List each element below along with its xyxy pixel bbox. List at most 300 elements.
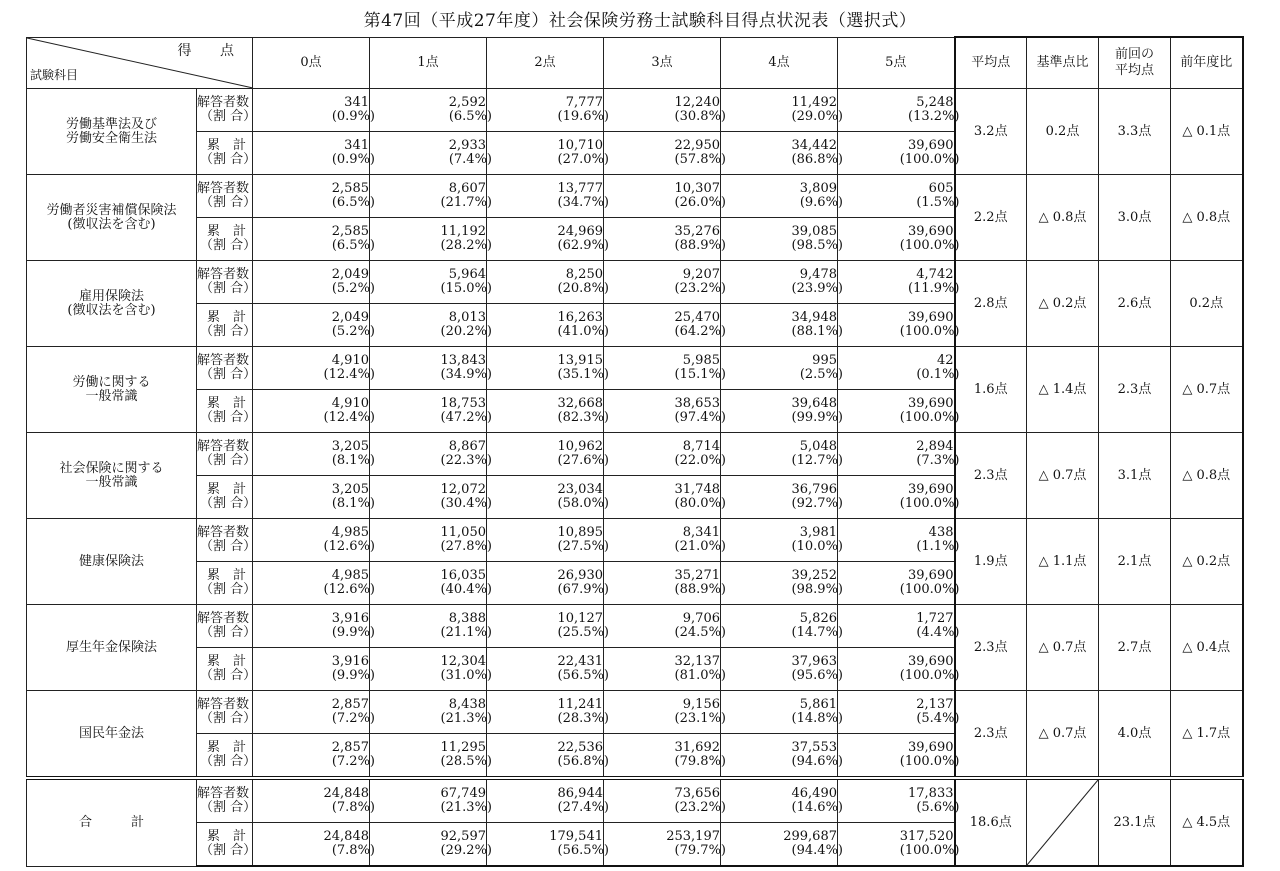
count-value: 34,948 bbox=[791, 310, 837, 325]
score-cell-0 bbox=[253, 390, 375, 433]
count-value: 32,137 bbox=[674, 654, 720, 669]
score-cell-2 bbox=[487, 347, 609, 390]
count-value: 12,240 bbox=[674, 95, 720, 110]
count-value: 317,520 bbox=[899, 829, 954, 844]
count-value: 13,843 bbox=[440, 353, 486, 368]
header-prev-avg: 前回の 平均点 bbox=[1099, 37, 1171, 89]
count-value: 16,035 bbox=[440, 568, 486, 583]
count-value: 9,478 bbox=[799, 267, 837, 282]
count-value: 11,295 bbox=[440, 740, 486, 755]
yoy-diff: △ 0.1点 bbox=[1171, 89, 1243, 175]
prev-avg-score: 2.1点 bbox=[1099, 519, 1171, 605]
percent-value: (79.7%) bbox=[674, 843, 726, 858]
percent-value: (56.5%) bbox=[557, 843, 609, 858]
percent-value: (22.0%) bbox=[674, 453, 726, 468]
count-value: 4,910 bbox=[331, 353, 369, 368]
score-cell-1 bbox=[370, 476, 492, 519]
avg-score: 2.2点 bbox=[955, 175, 1027, 261]
row-label-sub: （割 合） bbox=[200, 324, 257, 339]
count-value: 67,749 bbox=[440, 786, 486, 801]
score-cell-4 bbox=[721, 476, 843, 519]
percent-value: (7.4%) bbox=[448, 152, 492, 167]
score-cell-0 bbox=[253, 734, 375, 779]
kijun-diff: △ 0.7点 bbox=[1027, 605, 1099, 691]
prev-avg-score: 3.3点 bbox=[1099, 89, 1171, 175]
row-label-main: 累 計 bbox=[207, 568, 247, 583]
score-cell-1 bbox=[370, 132, 492, 175]
count-value: 10,710 bbox=[557, 138, 603, 153]
percent-value: (67.9%) bbox=[557, 582, 609, 597]
percent-value: (34.9%) bbox=[440, 367, 492, 382]
header-row bbox=[27, 37, 1243, 89]
score-cell-4 bbox=[721, 562, 843, 605]
percent-value: (9.9%) bbox=[331, 625, 375, 640]
count-value: 37,553 bbox=[791, 740, 837, 755]
count-value: 8,438 bbox=[448, 697, 486, 712]
header-score-5: 5点 bbox=[838, 37, 955, 89]
row-label-sub: （割 合） bbox=[200, 843, 257, 858]
percent-value: (27.5%) bbox=[557, 539, 609, 554]
subject-name: 健康保険法 bbox=[27, 519, 197, 605]
score-cell-0 bbox=[253, 519, 375, 562]
percent-value: (12.6%) bbox=[323, 582, 375, 597]
row-label-sub: （割 合） bbox=[200, 539, 257, 554]
percent-value: (21.1%) bbox=[440, 625, 492, 640]
percent-value: (92.7%) bbox=[791, 496, 843, 511]
percent-value: (86.8%) bbox=[791, 152, 843, 167]
score-cell-2 bbox=[487, 648, 609, 691]
score-cell-4 bbox=[721, 261, 843, 304]
count-value: 86,944 bbox=[557, 786, 603, 801]
score-cell-2 bbox=[487, 823, 609, 867]
count-value: 179,541 bbox=[549, 829, 603, 844]
percent-value: (100.0%) bbox=[899, 410, 960, 425]
percent-value: (100.0%) bbox=[899, 496, 960, 511]
score-cell-1 bbox=[370, 218, 492, 261]
score-cell-4 bbox=[721, 89, 843, 132]
score-cell-1 bbox=[370, 734, 492, 779]
count-value: 9,207 bbox=[682, 267, 720, 282]
percent-value: (1.1%) bbox=[916, 539, 960, 554]
score-cell-0 bbox=[253, 562, 375, 605]
row-label-main: 累 計 bbox=[207, 224, 247, 239]
count-value: 31,692 bbox=[674, 740, 720, 755]
score-cell-1 bbox=[370, 691, 492, 734]
cumulative-label bbox=[197, 734, 257, 779]
table-row bbox=[27, 347, 1243, 390]
page-title: 第47回（平成27年度）社会保険労務士試験科目得点状況表（選択式） bbox=[363, 11, 917, 31]
row-label-main: 解答者数 bbox=[197, 439, 250, 454]
count-value: 2,585 bbox=[331, 181, 369, 196]
count-value: 9,706 bbox=[682, 611, 720, 626]
percent-value: (10.0%) bbox=[791, 539, 843, 554]
percent-value: (97.4%) bbox=[674, 410, 726, 425]
score-cell-5 bbox=[838, 261, 960, 304]
percent-value: (27.8%) bbox=[440, 539, 492, 554]
kijun-diff: 0.2点 bbox=[1027, 89, 1099, 175]
percent-value: (100.0%) bbox=[899, 324, 960, 339]
score-cell-2 bbox=[487, 734, 609, 779]
percent-value: (7.8%) bbox=[331, 800, 375, 815]
percent-value: (23.9%) bbox=[791, 281, 843, 296]
count-value: 18,753 bbox=[440, 396, 486, 411]
count-value: 2,857 bbox=[331, 697, 369, 712]
percent-value: (94.4%) bbox=[791, 843, 843, 858]
row-label-main: 累 計 bbox=[207, 138, 247, 153]
prev-avg-score: 2.7点 bbox=[1099, 605, 1171, 691]
score-cell-5 bbox=[838, 605, 960, 648]
percent-value: (14.8%) bbox=[791, 711, 843, 726]
table-row bbox=[27, 433, 1243, 476]
count-value: 34,442 bbox=[791, 138, 837, 153]
score-cell-4 bbox=[721, 304, 843, 347]
table-row bbox=[27, 519, 1243, 562]
count-value: 39,690 bbox=[908, 654, 954, 669]
percent-value: (14.7%) bbox=[791, 625, 843, 640]
percent-value: (99.9%) bbox=[791, 410, 843, 425]
score-cell-1 bbox=[370, 605, 492, 648]
percent-value: (5.4%) bbox=[916, 711, 960, 726]
score-cell-4 bbox=[721, 734, 843, 779]
count-value: 4,910 bbox=[331, 396, 369, 411]
score-cell-2 bbox=[487, 691, 609, 734]
score-cell-0 bbox=[253, 304, 375, 347]
percent-value: (100.0%) bbox=[899, 582, 960, 597]
cumulative-label bbox=[197, 562, 257, 605]
percent-value: (25.5%) bbox=[557, 625, 609, 640]
percent-value: (95.6%) bbox=[791, 668, 843, 683]
respondents-label bbox=[197, 433, 257, 476]
percent-value: (47.2%) bbox=[440, 410, 492, 425]
percent-value: (80.0%) bbox=[674, 496, 726, 511]
score-cell-5 bbox=[838, 691, 960, 734]
score-cell-1 bbox=[370, 175, 492, 218]
header-avg: 平均点 bbox=[955, 37, 1027, 89]
score-cell-5 bbox=[838, 390, 960, 433]
score-cell-3 bbox=[604, 562, 726, 605]
percent-value: (24.5%) bbox=[674, 625, 726, 640]
row-label-sub: （割 合） bbox=[200, 582, 257, 597]
count-value: 299,687 bbox=[783, 829, 837, 844]
count-value: 253,197 bbox=[666, 829, 720, 844]
score-cell-4 bbox=[721, 433, 843, 476]
score-cell-2 bbox=[487, 778, 609, 823]
percent-value: (5.2%) bbox=[331, 281, 375, 296]
percent-value: (41.0%) bbox=[557, 324, 609, 339]
percent-value: (79.8%) bbox=[674, 754, 726, 769]
count-value: 8,341 bbox=[682, 525, 720, 540]
percent-value: (31.0%) bbox=[440, 668, 492, 683]
count-value: 12,072 bbox=[440, 482, 486, 497]
count-value: 5,861 bbox=[799, 697, 837, 712]
table-row bbox=[27, 691, 1243, 734]
avg-score: 2.3点 bbox=[955, 433, 1027, 519]
score-cell-5 bbox=[838, 304, 960, 347]
yoy-diff: △ 0.2点 bbox=[1171, 519, 1243, 605]
score-cell-1 bbox=[370, 648, 492, 691]
corner-score-label: 得 点 bbox=[177, 42, 246, 59]
percent-value: (94.6%) bbox=[791, 754, 843, 769]
prev-avg-score: 3.0点 bbox=[1099, 175, 1171, 261]
count-value: 2,933 bbox=[448, 138, 486, 153]
row-label-sub: （割 合） bbox=[200, 410, 257, 425]
count-value: 10,127 bbox=[557, 611, 603, 626]
percent-value: (21.7%) bbox=[440, 195, 492, 210]
percent-value: (6.5%) bbox=[331, 195, 375, 210]
score-cell-4 bbox=[721, 218, 843, 261]
kijun-diff: △ 0.7点 bbox=[1027, 433, 1099, 519]
percent-value: (35.1%) bbox=[557, 367, 609, 382]
score-cell-0 bbox=[253, 476, 375, 519]
percent-value: (6.5%) bbox=[448, 109, 492, 124]
score-cell-4 bbox=[721, 778, 843, 823]
respondents-label bbox=[197, 519, 257, 562]
percent-value: (64.2%) bbox=[674, 324, 726, 339]
percent-value: (1.5%) bbox=[916, 195, 960, 210]
score-cell-0 bbox=[253, 433, 375, 476]
percent-value: (30.4%) bbox=[440, 496, 492, 511]
avg-score: 18.6点 bbox=[955, 778, 1027, 866]
percent-value: (98.5%) bbox=[791, 238, 843, 253]
percent-value: (22.3%) bbox=[440, 453, 492, 468]
percent-value: (88.9%) bbox=[674, 582, 726, 597]
score-cell-2 bbox=[487, 605, 609, 648]
percent-value: (9.9%) bbox=[331, 668, 375, 683]
percent-value: (100.0%) bbox=[899, 152, 960, 167]
count-value: 24,848 bbox=[323, 786, 369, 801]
yoy-diff: △ 1.7点 bbox=[1171, 691, 1243, 779]
cumulative-label bbox=[197, 218, 257, 261]
count-value: 5,985 bbox=[682, 353, 720, 368]
score-cell-3 bbox=[604, 89, 726, 132]
score-cell-3 bbox=[604, 691, 726, 734]
percent-value: (6.5%) bbox=[331, 238, 375, 253]
percent-value: (0.9%) bbox=[331, 152, 375, 167]
count-value: 8,867 bbox=[448, 439, 486, 454]
cumulative-label bbox=[197, 390, 257, 433]
percent-value: (23.1%) bbox=[674, 711, 726, 726]
count-value: 73,656 bbox=[674, 786, 720, 801]
percent-value: (11.9%) bbox=[908, 281, 960, 296]
score-cell-0 bbox=[253, 132, 375, 175]
row-label-main: 解答者数 bbox=[197, 697, 250, 712]
row-label-main: 累 計 bbox=[207, 740, 247, 755]
table-row bbox=[27, 175, 1243, 218]
subject-name: 労働基準法及び 労働安全衛生法 bbox=[27, 89, 197, 175]
score-cell-2 bbox=[487, 218, 609, 261]
row-label-sub: （割 合） bbox=[200, 625, 257, 640]
row-label-sub: （割 合） bbox=[200, 754, 257, 769]
header-yoy: 前年度比 bbox=[1171, 37, 1243, 89]
cumulative-label bbox=[197, 823, 257, 867]
count-value: 8,607 bbox=[448, 181, 486, 196]
percent-value: (20.2%) bbox=[440, 324, 492, 339]
yoy-diff: 0.2点 bbox=[1171, 261, 1243, 347]
respondents-label bbox=[197, 691, 257, 734]
count-value: 39,690 bbox=[908, 138, 954, 153]
count-value: 37,963 bbox=[791, 654, 837, 669]
count-value: 10,895 bbox=[557, 525, 603, 540]
avg-score: 2.3点 bbox=[955, 605, 1027, 691]
percent-value: (100.0%) bbox=[899, 668, 960, 683]
cumulative-label bbox=[197, 648, 257, 691]
count-value: 39,690 bbox=[908, 224, 954, 239]
percent-value: (82.3%) bbox=[557, 410, 609, 425]
percent-value: (12.6%) bbox=[323, 539, 375, 554]
percent-value: (2.5%) bbox=[799, 367, 843, 382]
score-cell-2 bbox=[487, 132, 609, 175]
yoy-diff: △ 0.7点 bbox=[1171, 347, 1243, 433]
table-row bbox=[27, 778, 1243, 823]
kijun-diff: △ 1.1点 bbox=[1027, 519, 1099, 605]
percent-value: (21.0%) bbox=[674, 539, 726, 554]
count-value: 39,690 bbox=[908, 568, 954, 583]
count-value: 35,276 bbox=[674, 224, 720, 239]
percent-value: (8.1%) bbox=[331, 496, 375, 511]
percent-value: (98.9%) bbox=[791, 582, 843, 597]
count-value: 2,137 bbox=[916, 697, 954, 712]
header-score-4: 4点 bbox=[721, 37, 838, 89]
yoy-diff: △ 0.8点 bbox=[1171, 175, 1243, 261]
count-value: 24,848 bbox=[323, 829, 369, 844]
score-cell-0 bbox=[253, 605, 375, 648]
percent-value: (29.0%) bbox=[791, 109, 843, 124]
header-score-2: 2点 bbox=[487, 37, 604, 89]
count-value: 13,915 bbox=[557, 353, 603, 368]
count-value: 26,930 bbox=[557, 568, 603, 583]
row-label-sub: （割 合） bbox=[200, 453, 257, 468]
score-cell-4 bbox=[721, 132, 843, 175]
count-value: 10,962 bbox=[557, 439, 603, 454]
count-value: 3,205 bbox=[331, 439, 369, 454]
score-cell-3 bbox=[604, 218, 726, 261]
kijun-diff: △ 0.8点 bbox=[1027, 175, 1099, 261]
score-cell-0 bbox=[253, 175, 375, 218]
yoy-diff: △ 0.8点 bbox=[1171, 433, 1243, 519]
row-label-main: 解答者数 bbox=[197, 786, 250, 801]
count-value: 3,916 bbox=[331, 654, 369, 669]
count-value: 341 bbox=[344, 138, 369, 153]
percent-value: (26.0%) bbox=[674, 195, 726, 210]
cumulative-label bbox=[197, 132, 257, 175]
score-cell-3 bbox=[604, 476, 726, 519]
count-value: 7,777 bbox=[565, 95, 603, 110]
percent-value: (19.6%) bbox=[557, 109, 609, 124]
prev-avg-score: 4.0点 bbox=[1099, 691, 1171, 779]
count-value: 11,241 bbox=[557, 697, 603, 712]
percent-value: (21.3%) bbox=[440, 800, 492, 815]
count-value: 13,777 bbox=[557, 181, 603, 196]
score-cell-2 bbox=[487, 175, 609, 218]
score-cell-0 bbox=[253, 691, 375, 734]
score-cell-0 bbox=[253, 218, 375, 261]
row-label-main: 解答者数 bbox=[197, 267, 250, 282]
percent-value: (29.2%) bbox=[440, 843, 492, 858]
percent-value: (27.0%) bbox=[557, 152, 609, 167]
score-cell-2 bbox=[487, 89, 609, 132]
count-value: 2,049 bbox=[331, 267, 369, 282]
subject-name: 雇用保険法 (徴収法を含む) bbox=[27, 261, 197, 347]
subject-name: 労働者災害補償保険法 (徴収法を含む) bbox=[27, 175, 197, 261]
score-cell-0 bbox=[253, 261, 375, 304]
count-value: 42 bbox=[936, 353, 954, 368]
row-label-sub: （割 合） bbox=[200, 281, 257, 296]
row-label-main: 累 計 bbox=[207, 654, 247, 669]
percent-value: (88.9%) bbox=[674, 238, 726, 253]
row-label-main: 解答者数 bbox=[197, 611, 250, 626]
percent-value: (56.5%) bbox=[557, 668, 609, 683]
prev-avg-score: 23.1点 bbox=[1099, 778, 1171, 866]
respondents-label bbox=[197, 89, 257, 132]
kijun-diff bbox=[1027, 778, 1099, 866]
score-cell-1 bbox=[370, 390, 492, 433]
percent-value: (15.0%) bbox=[440, 281, 492, 296]
subject-name: 国民年金法 bbox=[27, 691, 197, 779]
score-cell-2 bbox=[487, 261, 609, 304]
percent-value: (30.8%) bbox=[674, 109, 726, 124]
percent-value: (27.4%) bbox=[557, 800, 609, 815]
count-value: 22,536 bbox=[557, 740, 603, 755]
score-cell-0 bbox=[253, 778, 375, 823]
score-cell-3 bbox=[604, 605, 726, 648]
avg-score: 1.9点 bbox=[955, 519, 1027, 605]
respondents-label bbox=[197, 175, 257, 218]
percent-value: (9.6%) bbox=[799, 195, 843, 210]
percent-value: (7.2%) bbox=[331, 711, 375, 726]
score-cell-0 bbox=[253, 89, 375, 132]
score-cell-5 bbox=[838, 734, 960, 779]
count-value: 39,690 bbox=[908, 310, 954, 325]
score-cell-3 bbox=[604, 433, 726, 476]
count-value: 2,857 bbox=[331, 740, 369, 755]
kijun-diff: △ 0.7点 bbox=[1027, 691, 1099, 779]
row-label-main: 累 計 bbox=[207, 829, 247, 844]
avg-score: 1.6点 bbox=[955, 347, 1027, 433]
count-value: 46,490 bbox=[791, 786, 837, 801]
empty-cell-diagonal bbox=[1027, 780, 1098, 865]
percent-value: (28.2%) bbox=[440, 238, 492, 253]
count-value: 4,985 bbox=[331, 568, 369, 583]
count-value: 2,592 bbox=[448, 95, 486, 110]
row-label-main: 解答者数 bbox=[197, 525, 250, 540]
score-cell-1 bbox=[370, 562, 492, 605]
score-cell-2 bbox=[487, 390, 609, 433]
score-cell-4 bbox=[721, 175, 843, 218]
count-value: 39,648 bbox=[791, 396, 837, 411]
score-cell-3 bbox=[604, 304, 726, 347]
count-value: 10,307 bbox=[674, 181, 720, 196]
percent-value: (5.2%) bbox=[331, 324, 375, 339]
score-cell-0 bbox=[253, 648, 375, 691]
cumulative-label bbox=[197, 304, 257, 347]
count-value: 17,833 bbox=[908, 786, 954, 801]
score-cell-2 bbox=[487, 476, 609, 519]
score-cell-4 bbox=[721, 648, 843, 691]
score-cell-3 bbox=[604, 175, 726, 218]
percent-value: (34.7%) bbox=[557, 195, 609, 210]
table-row bbox=[27, 605, 1243, 648]
avg-score: 2.3点 bbox=[955, 691, 1027, 779]
row-label-sub: （割 合） bbox=[200, 711, 257, 726]
percent-value: (12.4%) bbox=[323, 367, 375, 382]
count-value: 8,388 bbox=[448, 611, 486, 626]
count-value: 39,690 bbox=[908, 740, 954, 755]
score-cell-2 bbox=[487, 519, 609, 562]
table-row bbox=[27, 89, 1243, 132]
percent-value: (28.3%) bbox=[557, 711, 609, 726]
score-cell-3 bbox=[604, 823, 726, 867]
count-value: 438 bbox=[928, 525, 954, 540]
